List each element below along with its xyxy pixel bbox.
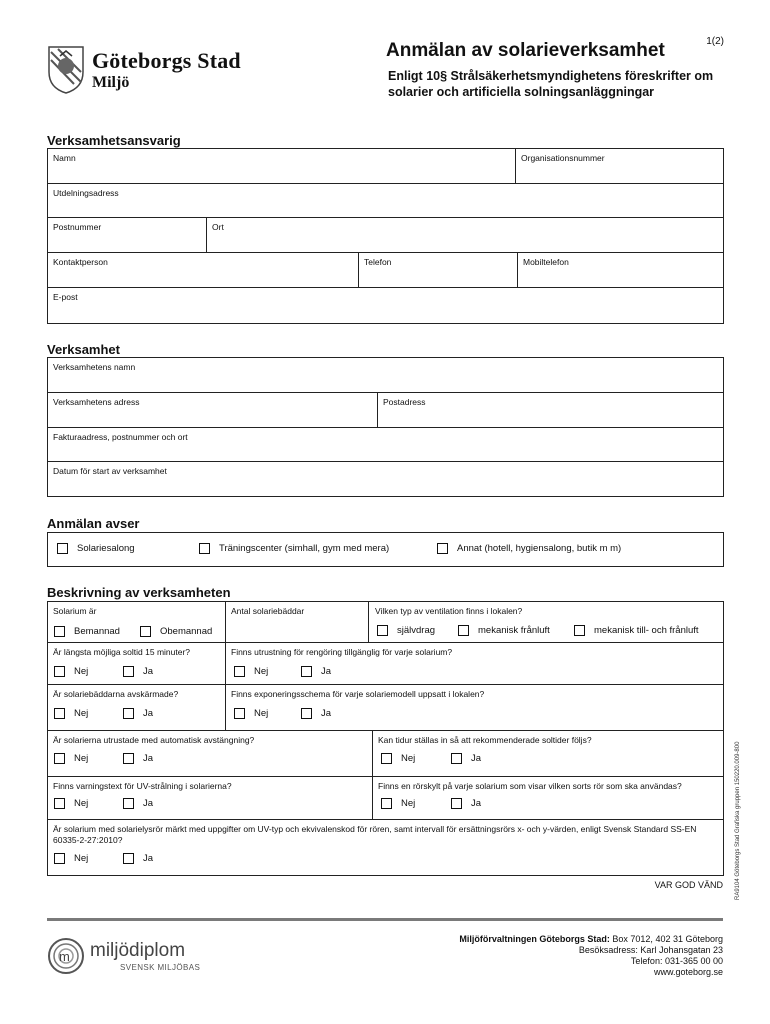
option-bemannad[interactable] xyxy=(54,626,120,637)
rorskylt-question: Finns en rörskylt på varje solarium som visar vilken sorts rör som ska användas? xyxy=(378,781,682,791)
option-solariesalong[interactable] xyxy=(57,543,135,554)
option-ja[interactable] xyxy=(301,708,331,719)
utdelningsadress-label: Utdelningsadress xyxy=(53,188,119,198)
checkbox[interactable] xyxy=(381,753,392,764)
svg-text:m: m xyxy=(59,949,70,964)
side-print-code: RA9104 Göteborgs Stad Grafiska gruppen 150220.009-800 xyxy=(735,741,741,900)
org-name: Göteborgs Stad xyxy=(92,48,241,73)
page-title: Anmälan av solarieverksamhet xyxy=(386,40,665,61)
footer-website[interactable]: www.goteborg.se xyxy=(653,967,723,977)
postadress-field[interactable] xyxy=(378,393,723,428)
orgnr-field[interactable] xyxy=(516,149,723,184)
varningstext-cell xyxy=(48,777,373,820)
postnummer-field[interactable] xyxy=(48,218,207,253)
footer-address-line xyxy=(459,934,723,945)
checkbox[interactable] xyxy=(123,753,134,764)
postnummer-label: Postnummer xyxy=(53,222,102,232)
checkbox[interactable] xyxy=(234,666,245,677)
checkbox[interactable] xyxy=(123,708,134,719)
option-nej[interactable] xyxy=(54,853,88,864)
footer-phone: Telefon: 031-365 00 00 xyxy=(630,956,723,966)
goteborgs-stad-logo xyxy=(46,44,256,102)
option-traningscenter[interactable] xyxy=(199,543,389,554)
checkbox[interactable] xyxy=(54,626,65,637)
exponering-question: Finns exponeringsschema för varje solariemodell uppsatt i lokalen? xyxy=(231,689,485,699)
startdatum-field[interactable] xyxy=(48,462,723,496)
option-label: självdrag xyxy=(397,625,436,636)
option-ja[interactable] xyxy=(451,753,481,764)
verksamhetens-namn-label: Verksamhetens namn xyxy=(53,362,136,372)
namn-field[interactable] xyxy=(48,149,516,184)
utdelningsadress-field[interactable] xyxy=(48,184,723,218)
option-nej[interactable] xyxy=(54,798,88,809)
checkbox[interactable] xyxy=(301,708,312,719)
miljodiplom-logo xyxy=(46,936,206,980)
option-label: Bemannad xyxy=(74,626,120,637)
option-annat[interactable] xyxy=(437,543,621,554)
soltider-cell xyxy=(373,731,723,777)
footer-visit-address: Besöksadress: Karl Johansgatan 23 xyxy=(578,945,723,955)
avstangning-cell xyxy=(48,731,373,777)
checkbox[interactable] xyxy=(54,853,65,864)
checkbox[interactable] xyxy=(54,708,65,719)
option-label: Ja xyxy=(143,753,154,764)
epost-field[interactable] xyxy=(48,288,723,323)
miljodiplom-text: miljödiplom xyxy=(90,940,186,961)
option-label: Ja xyxy=(143,798,154,809)
option-label: Nej xyxy=(254,708,269,719)
page-subtitle: Enligt 10§ Strålsäkerhetsmyndighetens föreskrifter om solarier och artificiella solningsanläggningar xyxy=(388,69,714,99)
checkbox[interactable] xyxy=(451,753,462,764)
var-god-vand: VAR GOD VÄND xyxy=(654,880,723,890)
option-label: Annat (hotell, hygiensalong, butik m m) xyxy=(457,543,622,554)
checkbox[interactable] xyxy=(54,666,65,677)
startdatum-label: Datum för start av verksamhet xyxy=(53,466,167,476)
option-nej[interactable] xyxy=(234,708,268,719)
namn-label: Namn xyxy=(53,153,76,163)
rorskylt-cell xyxy=(373,777,723,820)
option-ja[interactable] xyxy=(123,798,153,809)
rengoring-cell xyxy=(226,643,723,685)
option-obemannad[interactable] xyxy=(140,626,212,637)
section-heading-anmalan-avser: Anmälan avser xyxy=(47,516,140,531)
soltider-question: Kan tidur ställas in så att rekommenderade soltider följs? xyxy=(378,735,592,745)
avskarmade-question: Är solariebäddarna avskärmade? xyxy=(53,689,179,699)
section-heading-verksamhetsansvarig: Verksamhetsansvarig xyxy=(47,133,181,148)
solarium-ar-label: Solarium är xyxy=(53,606,97,616)
checkbox[interactable] xyxy=(301,666,312,677)
option-sjalvdrag[interactable] xyxy=(377,625,435,636)
miljodiplom-subtext: SVENSK MILJÖBAS xyxy=(120,963,201,972)
option-label: Nej xyxy=(74,798,89,809)
option-nej[interactable] xyxy=(381,753,415,764)
option-label: Nej xyxy=(254,666,269,677)
option-mekanisk-till-franluft[interactable] xyxy=(574,625,699,636)
option-label: Nej xyxy=(74,853,89,864)
checkbox[interactable] xyxy=(381,798,392,809)
section-heading-beskrivning: Beskrivning av verksamheten xyxy=(47,585,231,600)
ort-field[interactable] xyxy=(207,218,723,253)
telefon-label: Telefon xyxy=(364,257,392,267)
checkbox[interactable] xyxy=(234,708,245,719)
verksamhetens-adress-field[interactable] xyxy=(48,393,378,428)
checkbox[interactable] xyxy=(54,753,65,764)
markning-question: Är solarium med solarielysrör märkt med uppgifter om UV-typ och ekvivalenskod för rören, samt intervall för ersättningsrörs x- och y-värden, enligt Svensk Standard SS-EN 60335-2-27:2010? xyxy=(53,824,697,845)
soltid-cell xyxy=(48,643,226,685)
rengoring-question: Finns utrustning för rengöring tillgänglig för varje solarium? xyxy=(231,647,453,657)
verksamhetsansvarig-box xyxy=(47,148,724,324)
epost-label: E-post xyxy=(53,292,78,302)
mobiltelefon-label: Mobiltelefon xyxy=(523,257,569,267)
checkbox[interactable] xyxy=(377,625,388,636)
markning-cell xyxy=(48,820,723,875)
option-label: mekanisk till- och frånluft xyxy=(594,625,699,636)
kontaktperson-field[interactable] xyxy=(48,253,359,288)
solarium-ar-cell xyxy=(48,602,226,643)
option-ja[interactable] xyxy=(301,666,331,677)
beskrivning-box xyxy=(47,601,724,876)
option-ja[interactable] xyxy=(451,798,481,809)
ventilation-question: Vilken typ av ventilation finns i lokalen? xyxy=(375,606,523,616)
option-nej[interactable] xyxy=(54,666,88,677)
option-label: mekanisk frånluft xyxy=(478,625,550,636)
option-nej[interactable] xyxy=(54,708,88,719)
option-nej[interactable] xyxy=(381,798,415,809)
varningstext-question: Finns varningstext för UV-strålning i solarierna? xyxy=(53,781,232,791)
verksamhet-box xyxy=(47,357,724,497)
footer-contact xyxy=(459,934,723,978)
checkbox[interactable] xyxy=(451,798,462,809)
option-label: Ja xyxy=(321,708,332,719)
telefon-field[interactable] xyxy=(359,253,518,288)
antal-label: Antal solariebäddar xyxy=(231,606,305,616)
ort-label: Ort xyxy=(212,222,224,232)
option-label: Ja xyxy=(143,853,154,864)
option-ja[interactable] xyxy=(123,666,153,677)
orgnr-label: Organisationsnummer xyxy=(521,153,605,163)
option-label: Ja xyxy=(471,798,482,809)
city-emblem-icon xyxy=(46,44,86,94)
option-ja[interactable] xyxy=(123,708,153,719)
option-label: Obemannad xyxy=(160,626,213,637)
option-label: Solariesalong xyxy=(77,543,135,554)
fakturaadress-field[interactable] xyxy=(48,428,723,462)
checkbox[interactable] xyxy=(437,543,448,554)
kontaktperson-label: Kontaktperson xyxy=(53,257,108,267)
option-mekanisk-franluft[interactable] xyxy=(458,625,550,636)
ventilation-cell xyxy=(369,602,723,643)
option-ja[interactable] xyxy=(123,853,153,864)
option-label: Ja xyxy=(143,708,154,719)
checkbox[interactable] xyxy=(123,666,134,677)
soltid-question: Är längsta möjliga soltid 15 minuter? xyxy=(53,647,191,657)
org-department: Miljö xyxy=(92,74,130,91)
option-label: Nej xyxy=(401,753,416,764)
option-ja[interactable] xyxy=(123,753,153,764)
option-label: Nej xyxy=(74,666,89,677)
verksamhetens-adress-label: Verksamhetens adress xyxy=(53,397,140,407)
footer-box: Box 7012, 402 31 Göteborg xyxy=(609,934,723,944)
mobiltelefon-field[interactable] xyxy=(518,253,723,288)
option-label: Nej xyxy=(401,798,416,809)
checkbox[interactable] xyxy=(458,625,469,636)
verksamhetens-namn-field[interactable] xyxy=(48,358,723,393)
checkbox[interactable] xyxy=(123,853,134,864)
checkbox[interactable] xyxy=(123,798,134,809)
miljodiplom-icon xyxy=(46,936,86,976)
checkbox[interactable] xyxy=(199,543,210,554)
antal-solariebaddar-field[interactable] xyxy=(226,602,369,643)
postadress-label: Postadress xyxy=(383,397,426,407)
checkbox[interactable] xyxy=(57,543,68,554)
option-nej[interactable] xyxy=(54,753,88,764)
footer-org: Miljöförvaltningen Göteborgs Stad: xyxy=(459,934,610,944)
option-label: Nej xyxy=(74,753,89,764)
checkbox[interactable] xyxy=(140,626,151,637)
option-label: Ja xyxy=(143,666,154,677)
avskarmade-cell xyxy=(48,685,226,731)
option-label: Träningscenter (simhall, gym med mera) xyxy=(219,543,390,554)
checkbox[interactable] xyxy=(574,625,585,636)
section-heading-verksamhet: Verksamhet xyxy=(47,342,120,357)
anmalan-avser-box xyxy=(47,532,724,567)
footer-divider xyxy=(47,918,723,921)
checkbox[interactable] xyxy=(54,798,65,809)
option-label: Ja xyxy=(471,753,482,764)
page-number: 1(2) xyxy=(706,36,724,47)
option-label: Nej xyxy=(74,708,89,719)
option-label: Ja xyxy=(321,666,332,677)
avstangning-question: Är solarierna utrustade med automatisk avstängning? xyxy=(53,735,255,745)
exponering-cell xyxy=(226,685,723,731)
fakturaadress-label: Fakturaadress, postnummer och ort xyxy=(53,432,188,442)
option-nej[interactable] xyxy=(234,666,268,677)
